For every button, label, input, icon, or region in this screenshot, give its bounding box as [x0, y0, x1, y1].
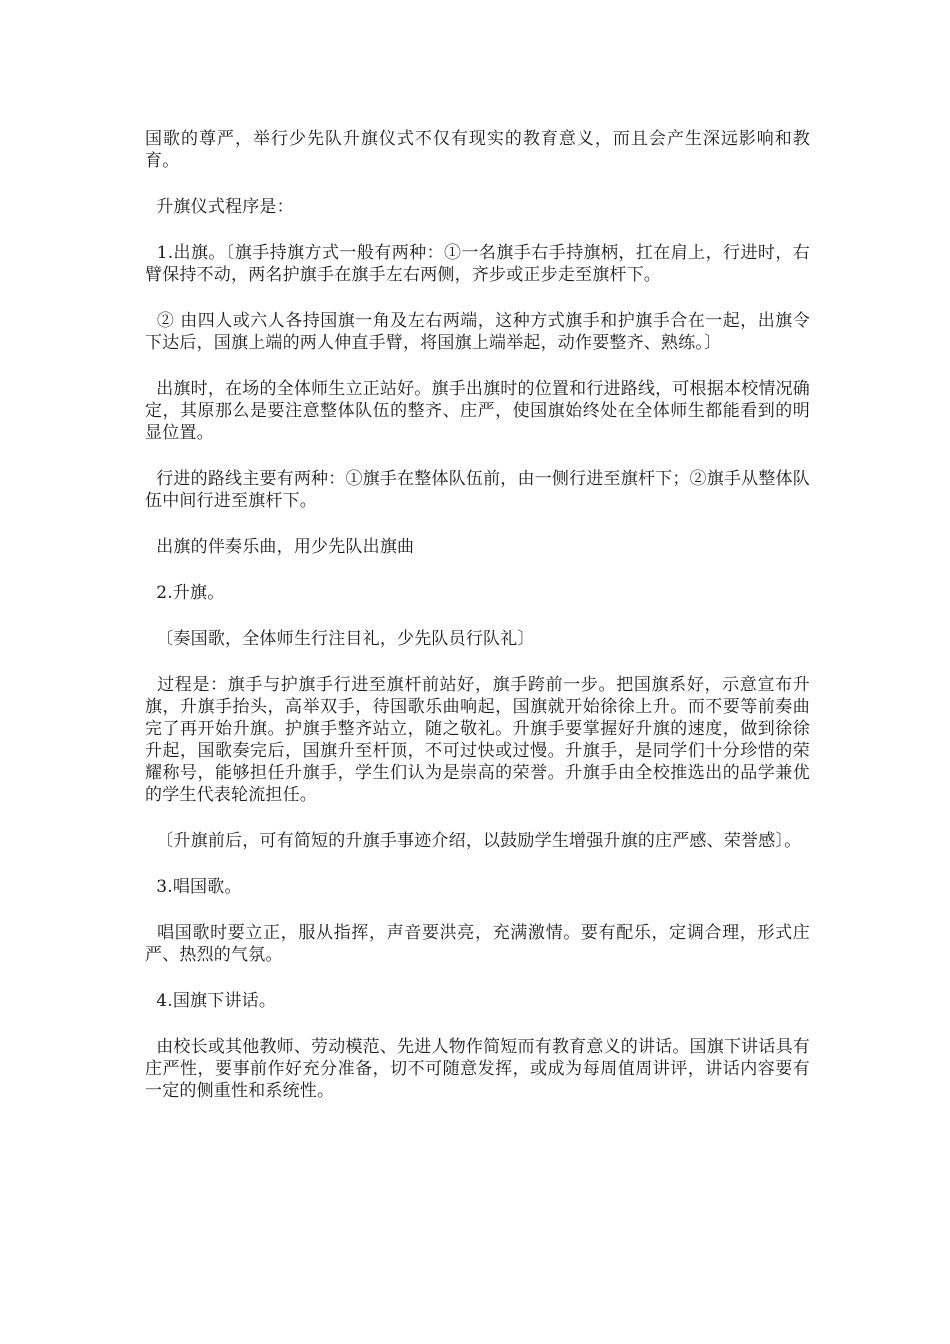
paragraph-step1-position: 出旗时，在场的全体师生立正站好。旗手出旗时的位置和行进路线，可根据本校情况确定，其原那么是要注意整体队伍的整齐、庄严，使国旗始终处在全体师生都能看到的明显位置。	[145, 379, 810, 443]
paragraph-step1-flag-out: 1.出旗。〔旗手持旗方式一般有两种：①一名旗手右手持旗柄，扛在肩上，行进时，右臂保持不动，两名护旗手在旗手左右两侧，齐步或正步走至旗杆下。	[145, 243, 810, 285]
paragraph-step4-heading: 4.国旗下讲话。	[145, 991, 277, 1011]
paragraph-step4-detail: 由校长或其他教师、劳动模范、先进人物作简短而有教育意义的讲话。国旗下讲话具有庄严性，要事前作好充分准备，切不可随意发挥，或成为每周值周讲评，讲话内容要有一定的侧重性和系统性。	[145, 1037, 810, 1101]
paragraph-step2-process: 过程是：旗手与护旗手行进至旗杆前站好，旗手跨前一步。把国旗系好，示意宣布升旗，升旗手抬头，高举双手，待国歌乐曲响起，国旗就开始徐徐上升。而不要等前奏曲完了再开始升旗。护旗手整齐站立，随之敬礼。升旗手要掌握好升旗的速度，做到徐徐升起，国歌奏完后，国旗升至杆顶，不可过快或过慢。升旗手，是同学们十分珍惜的荣耀称号，能够担任升旗手，学生们认为是崇高的荣誉。升旗手由全校推选出的品学兼优的学生代表轮流担任。	[145, 675, 810, 805]
paragraph-step2-intro: 〔升旗前后，可有简短的升旗手事迹介绍，以鼓励学生增强升旗的庄严感、荣誉感〕。	[145, 831, 802, 851]
paragraph-step2-heading: 2.升旗。	[145, 583, 225, 603]
paragraph-step1-routes: 行进的路线主要有两种：①旗手在整体队伍前，由一侧行进至旗杆下；②旗手从整体队伍中间行进至旗杆下。	[145, 469, 810, 511]
paragraph-step1-music: 出旗的伴奏乐曲，用少先队出旗曲	[145, 537, 415, 557]
paragraph-step2-note: 〔奏国歌，全体师生行注目礼，少先队员行队礼〕	[145, 629, 535, 649]
paragraph-intro: 国歌的尊严，举行少先队升旗仪式不仅有现实的教育意义，而且会产生深远影响和教育。	[145, 129, 810, 171]
paragraph-procedure-heading: 升旗仪式程序是：	[145, 197, 294, 217]
paragraph-step3-heading: 3.唱国歌。	[145, 877, 242, 897]
paragraph-step1-method2: ② 由四人或六人各持国旗一角及左右两端，这种方式旗手和护旗手合在一起，出旗令下达后，国旗上端的两人伸直手臂，将国旗上端举起，动作要整齐、熟练。〕	[145, 311, 810, 353]
paragraph-step3-detail: 唱国歌时要立正，服从指挥，声音要洪亮，充满激情。要有配乐，定调合理，形式庄严、热烈的气氛。	[145, 923, 810, 965]
document-body	[145, 128, 810, 1102]
